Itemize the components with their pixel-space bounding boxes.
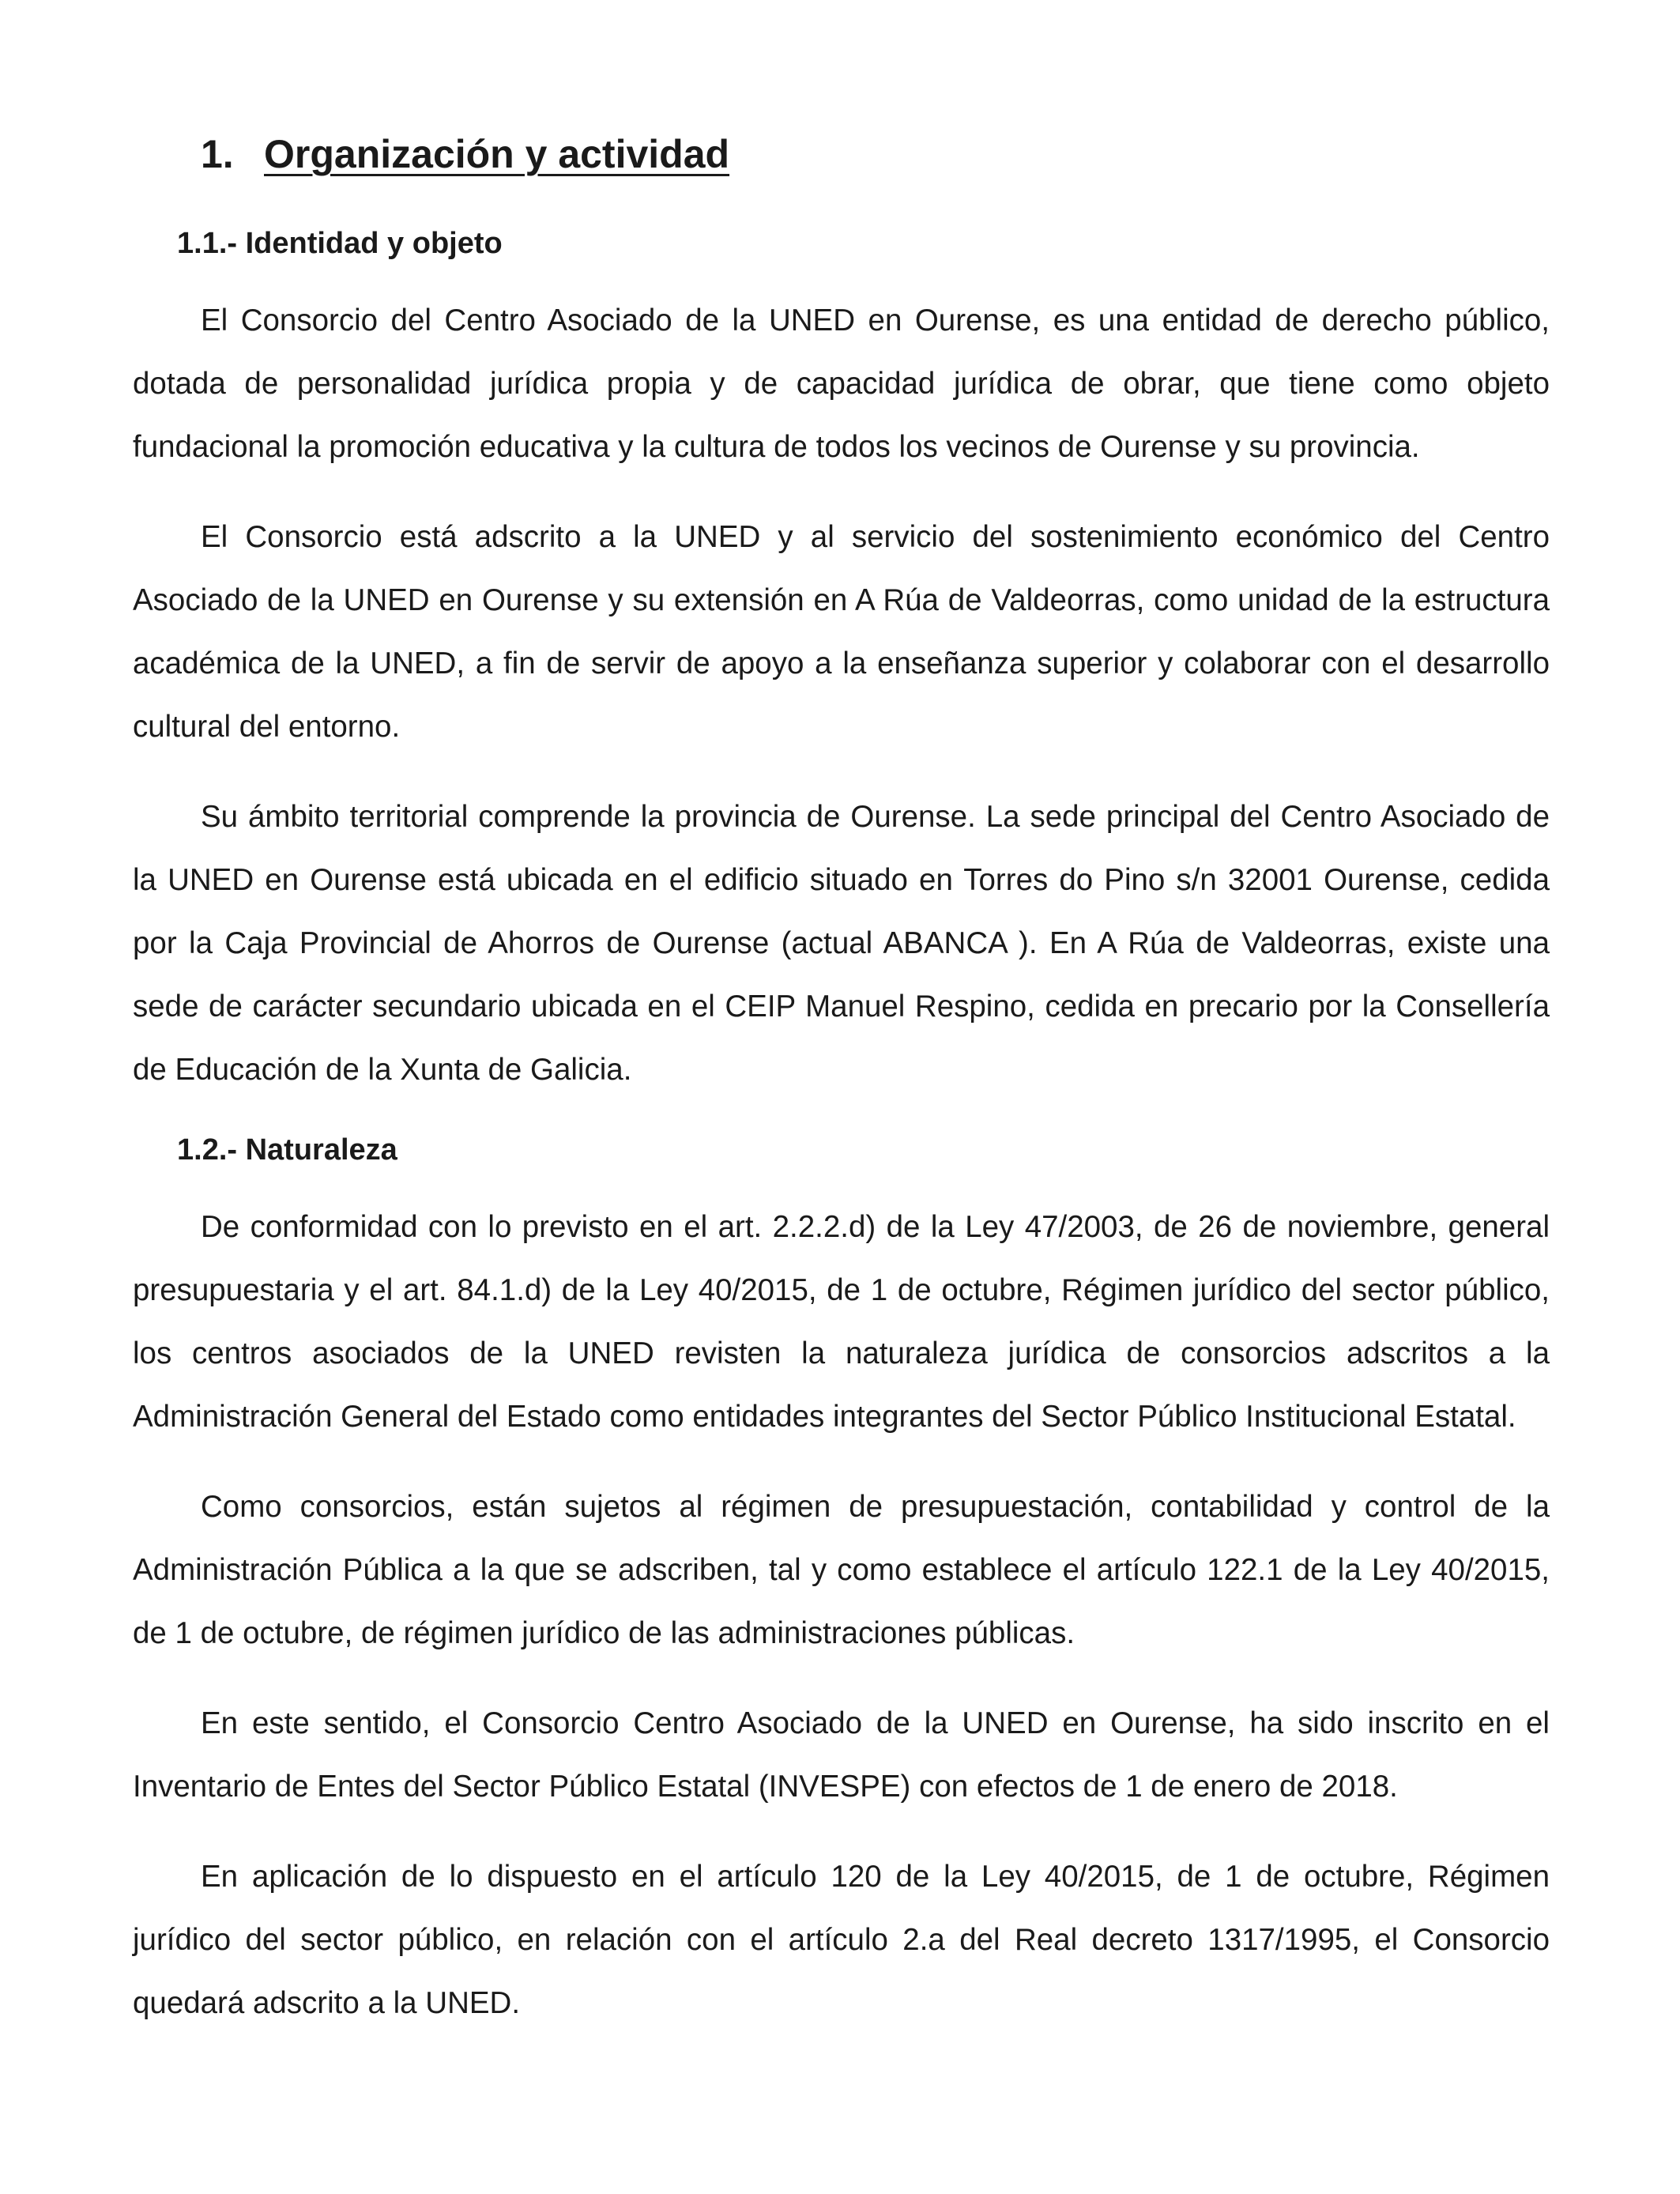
section-number: 1.	[201, 132, 234, 176]
paragraph-nature-4: En aplicación de lo dispuesto en el artículo 120 de la Ley 40/2015, de 1 de octubre, Régimen jurídico del sector público, en relación con el artículo 2.a del Real decreto 1317/1995, el Consorcio quedará adscrito a la UNED.	[133, 1860, 1550, 2020]
paragraph-identity-3: Su ámbito territorial comprende la provincia de Ourense. La sede principal del Centro Asociado de la UNED en Ourense está ubicada en el edificio situado en Torres do Pino s/n 32001 Ourense, cedida por la Caja Provincial de Ahorros de Ourense (actual ABANCA ). En A Rúa de Valdeorras, existe una sede de carácter secundario ubicada en el CEIP Manuel Respino, cedida en precario por la Consellería de Educación de la Xunta de Galicia.	[133, 800, 1550, 1087]
section-heading	[201, 126, 1550, 182]
paragraph-nature-1: De conformidad con lo previsto en el art. 2.2.2.d) de la Ley 47/2003, de 26 de noviembre, general presupuestaria y el art. 84.1.d) de la Ley 40/2015, de 1 de octubre, Régimen jurídico del sector público, los centros asociados de la UNED revisten la naturaleza jurídica de consorcios adscritos a la Administración General del Estado como entidades integrantes del Sector Público Institucional Estatal.	[133, 1210, 1550, 1434]
section-title: Organización y actividad	[264, 132, 730, 176]
paragraph-nature-2: Como consorcios, están sujetos al régimen de presupuestación, contabilidad y control de la Administración Pública a la que se adscriben, tal y como establece el artículo 122.1 de la Ley 40/2015, de 1 de octubre, de régimen jurídico de las administraciones públicas.	[133, 1490, 1550, 1650]
subsection-heading-nature: 1.2.- Naturaleza	[177, 1133, 397, 1167]
subsection-heading-identity: 1.1.- Identidad y objeto	[177, 227, 503, 260]
paragraph-identity-2: El Consorcio está adscrito a la UNED y al servicio del sostenimiento económico del Centro Asociado de la UNED en Ourense y su extensión en A Rúa de Valdeorras, como unidad de la estructura académica de la UNED, a fin de servir de apoyo a la enseñanza superior y colaborar con el desarrollo cultural del entorno.	[133, 520, 1550, 744]
paragraph-identity-1: El Consorcio del Centro Asociado de la UNED en Ourense, es una entidad de derecho público, dotada de personalidad jurídica propia y de capacidad jurídica de obrar, que tiene como objeto fundacional la promoción educativa y la cultura de todos los vecinos de Ourense y su provincia.	[133, 303, 1550, 464]
paragraph-nature-3: En este sentido, el Consorcio Centro Asociado de la UNED en Ourense, ha sido inscrito en el Inventario de Entes del Sector Público Estatal (INVESPE) con efectos de 1 de enero de 2018.	[133, 1706, 1550, 1804]
